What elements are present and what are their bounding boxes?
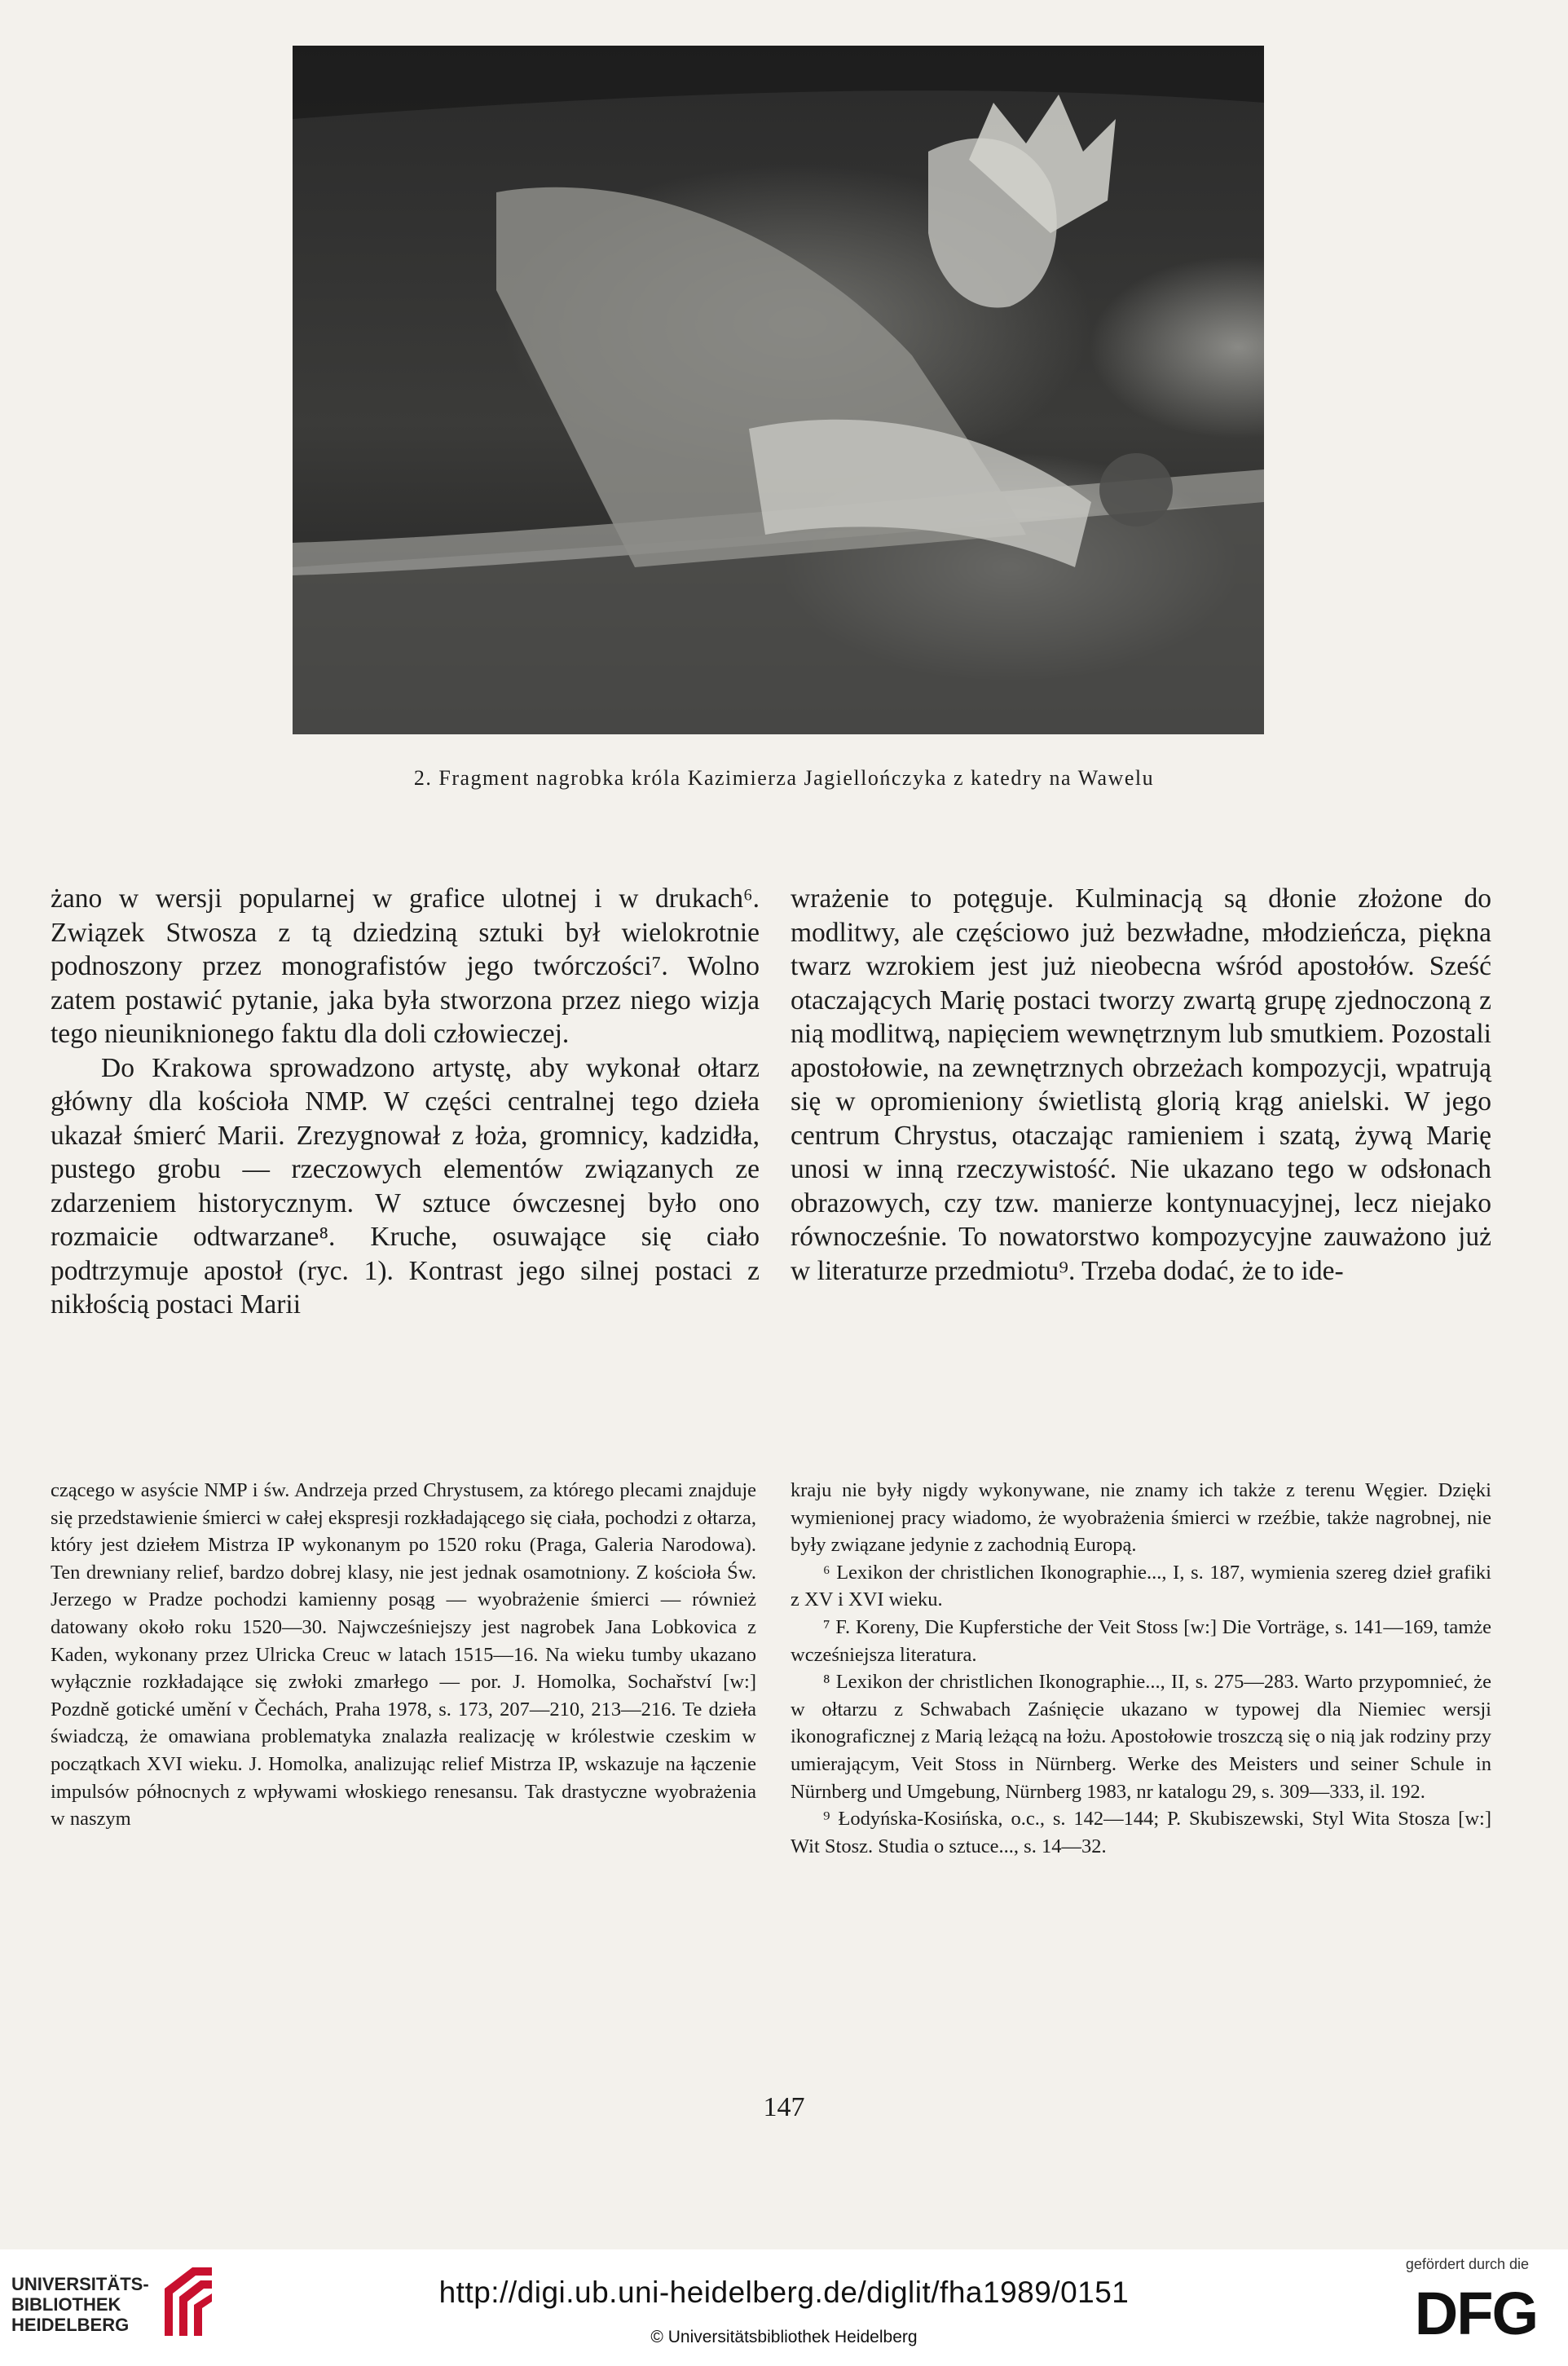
dfg-logo: DFG <box>1414 2280 1537 2347</box>
paragraph: żano w wersji popularnej w grafice ulotnej i w drukach⁶. Związek Stwosza z tą dziedziną sztuki był wielokrotnie podnoszony przez monografistów jego twórczości⁷. Wolno zatem postawić pytanie, jaka była stworzona przez niego wizja tego nieuniknionego faktu dla doli człowieczej. <box>51 883 760 1049</box>
footnote-7: ⁷ F. Koreny, Die Kupferstiche der Veit Stoss [w:] Die Vorträge, s. 141—169, tamże wcześniejsza literatura. <box>791 1615 1491 1666</box>
footnote-continuation: czącego w asyście NMP i św. Andrzeja przed Chrystusem, za którego plecami znajduje się przedstawienie śmierci w całej ekspresji rozkładającego się ciała, pochodzi z ołtarza, który jest dziełem Mistrza IP wykonanym po 1520 roku (Praga, Galeria Narodowa). Ten drewniany relief, bardzo dobrej klasy, nie jest jednak osamotniony. Z kościoła Św. Jerzego w Pradze pochodzi kamienny posąg — wyobrażenie śmierci — również datowany około roku 1520—30. Najwcześniejszy jest nagrobek Jana Lobkovica z Kaden, wykonany przez Ulricka Creuc w latach 1515—16. Na wieku tumby ukazano wyłącznie rozkładające się zwłoki zmarłego — por. J. Homolka, Sochařství [w:] Pozdně gotické umění v Čechách, Praha 1978, s. 173, 207—210, 213—216. Te dzieła świadczą, że omawiana problematyka znalazła realizację w królestwie czeskim w początkach XVI wieku. J. Homolka, analizując relief Mistrza IP, wskazuje na łączenie impulsów północnych z wpływami włoskiego renesansu. Tak drastyczne wyobrażenia w naszym <box>51 1479 756 1831</box>
page-number: 147 <box>763 2092 805 2122</box>
paragraph: Do Krakowa sprowadzono artystę, aby wykonał ołtarz główny dla kościoła NMP. W części centralnej tego dzieła ukazał śmierć Marii. Zrezygnował z łoża, gromnicy, kadzidła, pustego grobu — rzeczowych elementów związanych ze zdarzeniem historycznym. W sztuce ówczesnej było ono rozmaicie odtwarzane⁸. Kruche, osuwające się ciało podtrzymuje apostoł (ryc. 1). Kontrast jego silnej postaci z nikłością postaci Marii <box>51 1052 760 1320</box>
library-name-line: HEIDELBERG <box>11 2315 130 2335</box>
footnotes-left-column <box>51 1477 756 1833</box>
footnote-8: ⁸ Lexikon der christlichen Ikonographie..., II, s. 275—283. Warto przypomnieć, że w ołtarzu z Schwabach Zaśnięcie ukazano w typowej dla Niemiec wersji ikonograficznej z Marią leżącą na łożu. Apostołowie troszczą się o nią jak rodziny przy umierającym, Veit Stoss in Nürnberg. Werke des Meisters und seiner Schule in Nürnberg und Umgebung, Nürnberg 1983, nr katalogu 29, s. 309—333, il. 192. <box>791 1671 1491 1803</box>
body-text-right-column <box>791 882 1491 1288</box>
figure-caption: 2. Fragment nagrobka króla Kazimierza Jagiellończyka z katedry na Wawelu <box>413 766 1155 790</box>
permalink-url[interactable]: http://digi.ub.uni-heidelberg.de/diglit/fha1989/0151 <box>438 2276 1130 2309</box>
tomb-effigy-image <box>293 46 1264 734</box>
footnote-6: ⁶ Lexikon der christlichen Ikonographie..., I, s. 187, wymienia szereg dzieł grafiki z XV i XVI wieku. <box>791 1561 1491 1611</box>
library-name-line: UNIVERSITÄTS- <box>11 2274 149 2294</box>
body-text-left-column <box>51 882 760 1322</box>
library-name-line: BIBLIOTHEK <box>11 2294 121 2315</box>
footnote-continuation: kraju nie były nigdy wykonywane, nie znamy ich także z terenu Węgier. Dzięki wymienionej pracy wiadomo, że wyobrażenia śmierci w rzeźbie, także nagrobnej, nie były związane jedynie z zachodnią Europą. <box>791 1479 1491 1557</box>
paragraph: wrażenie to potęguje. Kulminacją są dłonie złożone do modlitwy, ale częściowo już bezwładne, młodzieńcza, piękna twarz wzrokiem jest już nieobecna wśród apostołów. Sześć otaczających Marię postaci tworzy zwartą grupę zjednoczoną z nią modlitwą, napięciem wewnętrznym lub smutkiem. Pozostali apostołowie, na zewnętrznych obrzeżach kompozycji, wpatrują się w opromieniony świetlistą glorią krąg anielski. W jego centrum Chrystus, otaczając ramieniem i szatą, żywą Marię unosi w inną rzeczywistość. Nie ukazano tego w odsłonach obrazowych, czy tzw. manierze kontynuacyjnej, lecz niejako równocześnie. To nowatorstwo kompozycyjne zauważono już w literaturze przedmiotu⁹. Trzeba dodać, że to ide- <box>791 883 1491 1286</box>
digitization-footer <box>0 2249 1568 2366</box>
copyright-notice: © Universitätsbibliothek Heidelberg <box>650 2328 918 2346</box>
footnote-9: ⁹ Łodyńska-Kosińska, o.c., s. 142—144; P. Skubiszewski, Styl Wita Stosza [w:] Wit Stosz. Studia o sztuce..., s. 14—32. <box>791 1808 1491 1857</box>
tomb-photograph <box>293 46 1264 734</box>
funding-note: gefördert durch die <box>1405 2256 1529 2272</box>
footnotes-right-column <box>791 1477 1491 1860</box>
